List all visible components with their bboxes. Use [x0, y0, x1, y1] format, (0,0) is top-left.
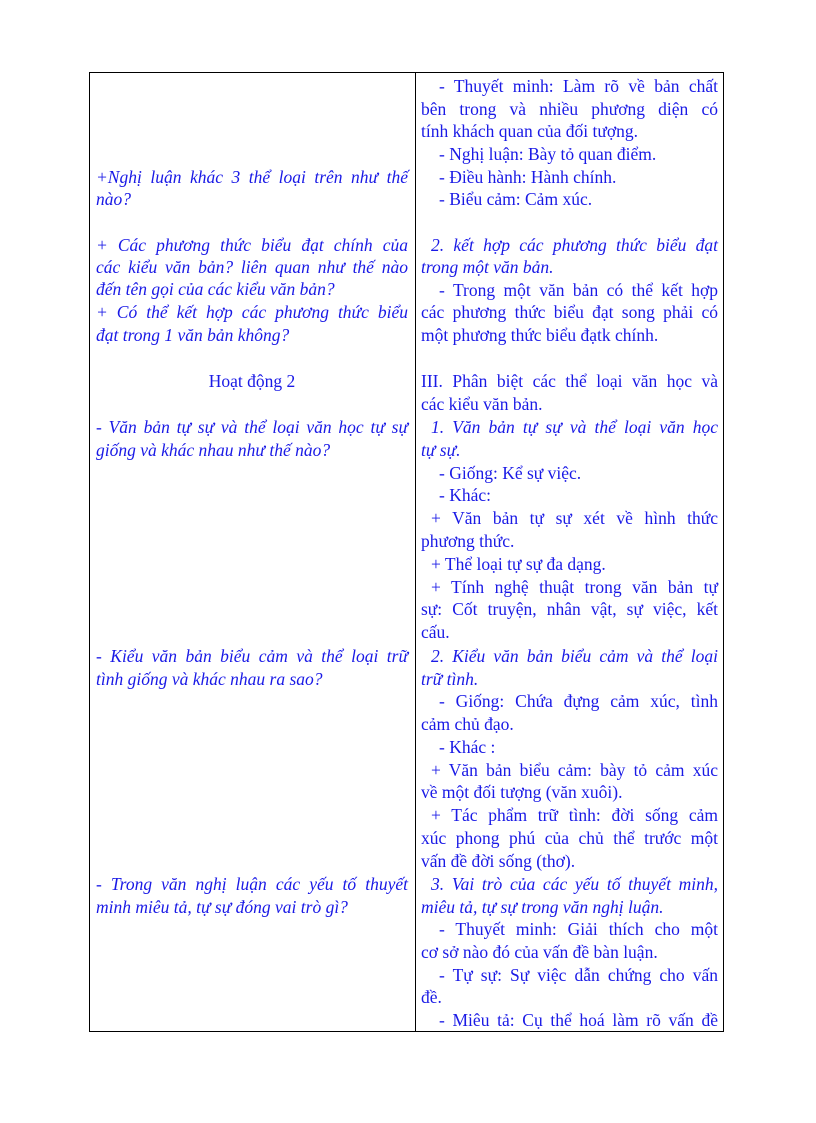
question-line: giống và khác nhau như thế nào?	[96, 440, 331, 460]
answer-line: tính khách quan của đối tượng.	[421, 121, 639, 141]
question-line: + Có thể kết hợp các phương thức biểu	[96, 302, 408, 322]
answer-line: + Tính nghệ thuật trong văn bản tự	[431, 577, 718, 597]
answer-line: + Văn bản biểu cảm: bày tỏ cảm xúc	[431, 760, 718, 780]
answer-line: về một đối tượng (văn xuôi).	[421, 782, 623, 802]
question-line: tình giống và khác nhau ra sao?	[96, 669, 323, 689]
answer-line: trữ tình.	[421, 669, 479, 689]
question-line: - Văn bản tự sự và thể loại văn học tự sự	[96, 417, 408, 437]
answer-line: bên trong và nhiều phương diện có	[421, 99, 718, 119]
answer-line: cảm chủ đạo.	[421, 714, 514, 734]
question-line: minh miêu tả, tự sự đóng vai trò gì?	[96, 897, 348, 917]
activity-title: Hoạt động 2	[208, 371, 296, 391]
answer-line: - Biểu cảm: Cảm xúc.	[439, 189, 593, 209]
answer-line: vấn đề đời sống (thơ).	[421, 851, 576, 871]
question-line: đạt trong 1 văn bản không?	[96, 325, 290, 345]
answer-line: trong một văn bản.	[421, 257, 554, 277]
answer-line: miêu tả, tự sự trong văn nghị luận.	[421, 897, 664, 917]
answer-line: + Tác phẩm trữ tình: đời sống cảm	[431, 805, 718, 825]
content-table	[89, 72, 724, 1032]
answer-line: 2. kết hợp các phương thức biểu đạt	[431, 235, 718, 255]
question-line: + Các phương thức biểu đạt chính của	[96, 235, 408, 255]
question-line: +Nghị luận khác 3 thể loại trên như thế	[96, 167, 408, 187]
answer-line: - Miêu tả: Cụ thể hoá làm rõ vấn đề	[439, 1010, 718, 1030]
answer-line: - Giống: Chứa đựng cảm xúc, tình	[439, 691, 718, 711]
answer-line: + Văn bản tự sự xét về hình thức	[431, 508, 718, 528]
answer-line: sự: Cốt truyện, nhân vật, sự việc, kết	[421, 599, 718, 619]
question-line: - Trong văn nghị luận các yếu tố thuyết	[96, 874, 408, 894]
answer-line: đề.	[421, 987, 442, 1007]
answer-line: - Trong một văn bản có thể kết hợp	[439, 280, 718, 300]
answer-line: cấu.	[421, 622, 450, 642]
answer-line: - Giống: Kể sự việc.	[439, 463, 582, 483]
answer-line: - Thuyết minh: Làm rõ về bản chất	[439, 76, 718, 96]
answer-line: phương thức.	[421, 531, 515, 551]
answer-line: một phương thức biểu đạtk chính.	[421, 325, 659, 345]
question-line: đến tên gọi của các kiểu văn bản?	[96, 279, 335, 299]
answer-line: cơ sở nào đó của vấn đề bàn luận.	[421, 942, 658, 962]
answer-line: - Khác:	[439, 485, 491, 505]
question-line: - Kiểu văn bản biểu cảm và thể loại trữ	[96, 646, 408, 666]
answer-line: các phương thức biểu đạt song phải có	[421, 302, 718, 322]
answer-line: 2. Kiểu văn bản biểu cảm và thể loại	[431, 646, 718, 666]
answer-line: - Khác :	[439, 737, 496, 757]
answer-line: - Nghị luận: Bày tỏ quan điểm.	[439, 144, 657, 164]
question-line: nào?	[96, 189, 131, 209]
answer-line: - Tự sự: Sự việc dẫn chứng cho vấn	[439, 965, 718, 985]
answer-line: - Điều hành: Hành chính.	[439, 167, 617, 187]
section-heading: các kiểu văn bản.	[421, 394, 543, 414]
question-line: các kiểu văn bản? liên quan như thế nào	[96, 257, 408, 277]
answer-line: 1. Văn bản tự sự và thể loại văn học	[431, 417, 718, 437]
column-divider	[415, 73, 416, 1031]
answer-line: 3. Vai trò của các yếu tố thuyết minh,	[431, 874, 718, 894]
answer-line: xúc phong phú của chủ thể trước một	[421, 828, 718, 848]
section-heading: III. Phân biệt các thể loại văn học và	[421, 371, 718, 391]
answer-line: - Thuyết minh: Giải thích cho một	[439, 919, 718, 939]
answer-line: + Thể loại tự sự đa dạng.	[431, 554, 606, 574]
answer-line: tự sự.	[421, 440, 461, 460]
